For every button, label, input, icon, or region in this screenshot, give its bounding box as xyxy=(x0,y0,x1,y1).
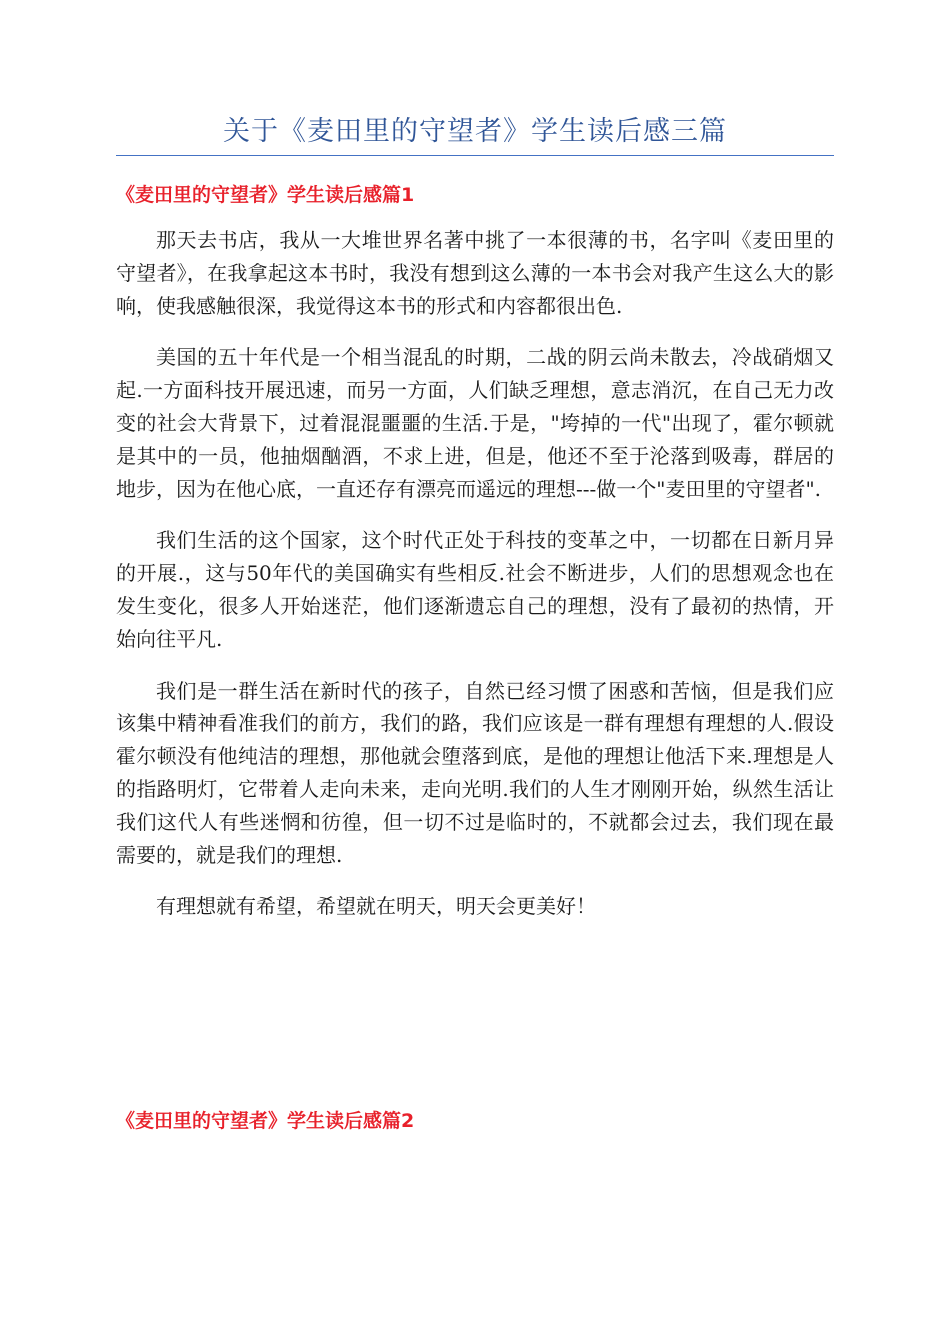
paragraph: 我们是一群生活在新时代的孩子，自然已经习惯了困惑和苦恼，但是我们应该集中精神看准我们的前方，我们的路，我们应该是一群有理想有理想的人.假设霍尔顿没有他纯洁的理想，那他就会堕落到底，是他的理想让他活下来.理想是人的指路明灯，它带着人走向未来，走向光明.我们的人生才刚刚开始，纵然生活让我们这代人有些迷惘和彷徨，但一切不过是临时的，不就都会过去，我们现在最需要的，就是我们的理想. xyxy=(116,678,834,867)
title-underline xyxy=(116,155,834,156)
paragraph: 我们生活的这个国家，这个时代正处于科技的变革之中，一切都在日新月异的开展.，这与50年代的美国确实有些相反.社会不断进步，人们的思想观念也在发生变化，很多人开始迷茫，他们逐渐遗忘自己的理想，没有了最初的热情，开始向往平凡. xyxy=(116,528,834,651)
section-heading-1: 《麦田里的守望者》学生读后感篇1 xyxy=(116,184,415,206)
paragraph: 美国的五十年代是一个相当混乱的时期，二战的阴云尚未散去，冷战硝烟又起.一方面科技开展迅速，而另一方面，人们缺乏理想，意志消沉，在自己无力改变的社会大背景下，过着混混噩噩的生活.于是，"垮掉的一代"出现了，霍尔顿就是其中的一员，他抽烟酗酒，不求上进，但是，他还不至于沦落到吸毒，群居的地步，因为在他心底，一直还存有漂亮而遥远的理想---做一个"麦田里的守望者". xyxy=(116,345,834,501)
section-heading-2: 《麦田里的守望者》学生读后感篇2 xyxy=(116,1110,415,1132)
paragraph: 有理想就有希望，希望就在明天，明天会更美好！ xyxy=(156,894,596,919)
paragraph: 那天去书店，我从一大堆世界名著中挑了一本很薄的书，名字叫《麦田里的守望者》，在我拿起这本书时，我没有想到这么薄的一本书会对我产生这么大的影响，使我感触很深，我觉得这本书的形式和内容都很出色. xyxy=(116,228,834,318)
document-title: 关于《麦田里的守望者》学生读后感三篇 xyxy=(223,116,727,147)
section-body-1 xyxy=(116,224,834,942)
